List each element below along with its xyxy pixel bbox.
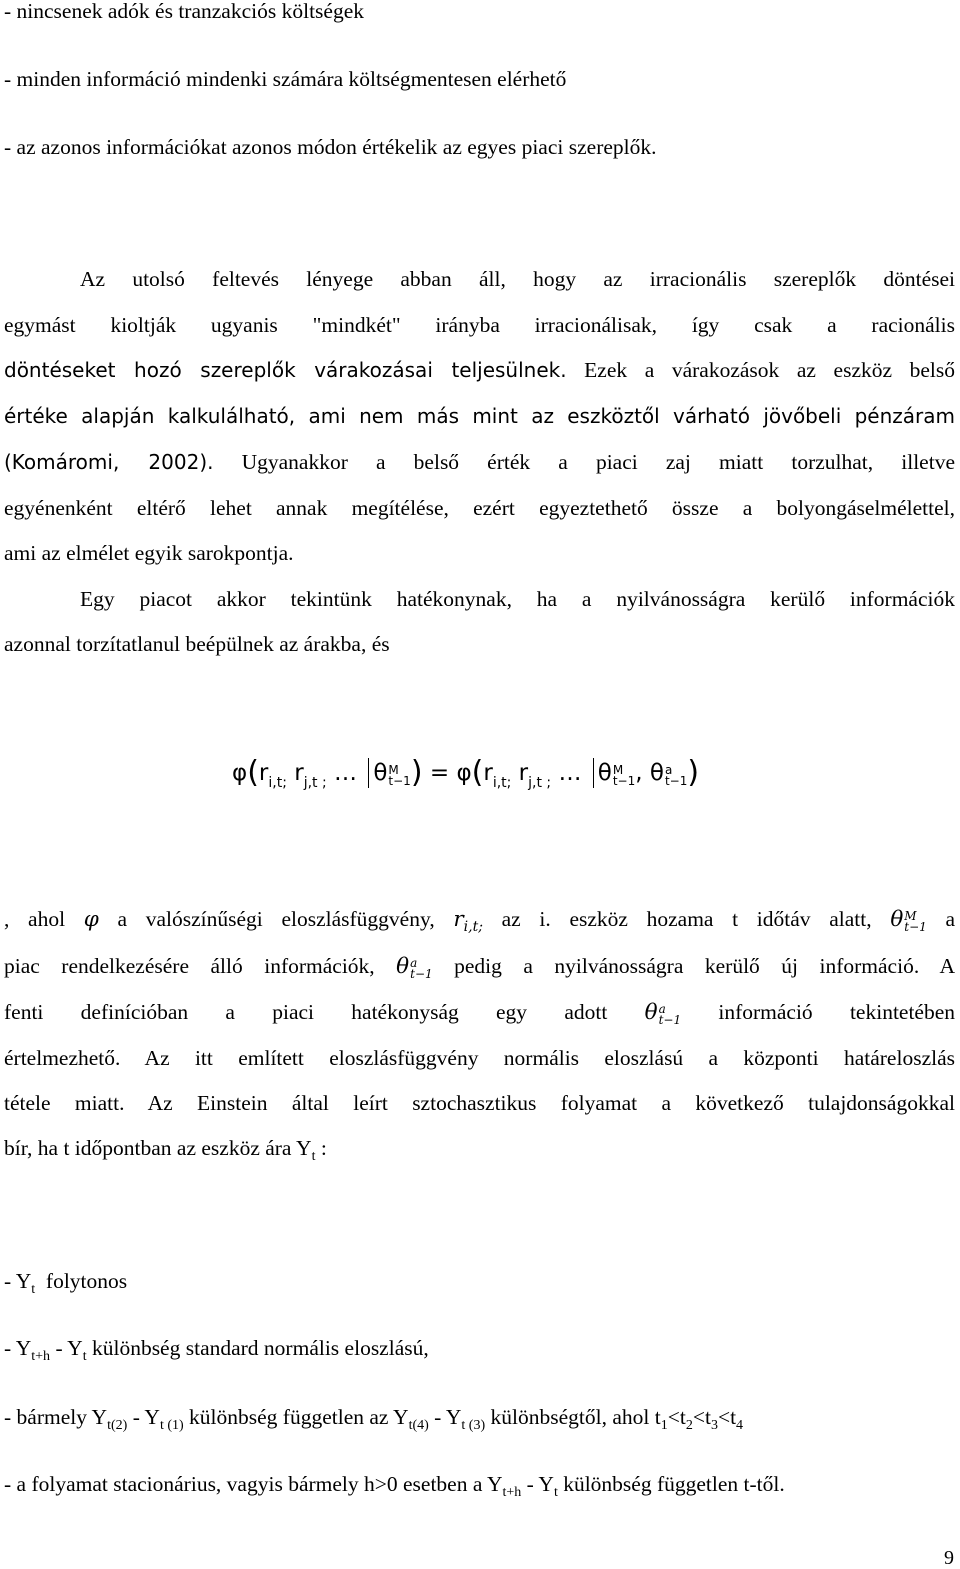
theta-symbol: θ	[644, 1000, 658, 1025]
paragraph-line	[4, 999, 955, 1026]
subscript: t	[553, 1485, 558, 1500]
superscript: a	[664, 763, 673, 777]
paragraph-line	[4, 449, 955, 475]
subscript: t (1)	[159, 1418, 184, 1433]
comma: ,	[635, 760, 643, 786]
subscript: t	[31, 1282, 36, 1297]
paragraph-line	[4, 1090, 955, 1116]
bullet-item	[4, 1268, 955, 1297]
r-symbol: r	[453, 907, 464, 932]
paragraph-line: azonnal torzítatlanul beépülnek az árakba, és	[4, 632, 390, 656]
paragraph-line	[4, 953, 955, 980]
bullet-item	[4, 1404, 955, 1433]
sub-sup	[613, 765, 635, 787]
sub-sup	[904, 911, 927, 933]
sub-sup	[410, 958, 433, 980]
subscript: i,t;	[492, 775, 512, 791]
text-span: , ahol	[4, 907, 66, 931]
bullet-item	[4, 1471, 955, 1500]
math-r	[453, 907, 483, 935]
page-number: 9	[944, 1547, 954, 1569]
text-span: különbség standard normális eloszlású,	[91, 1336, 429, 1360]
subscript: t(2)	[107, 1418, 128, 1433]
paragraph-line: Az utolsó feltevés lényege abban áll, hogy az irracionális szereplők döntései	[80, 267, 955, 291]
text-span: Az itt említett eloszlásfüggvény normális eloszlású a központi határeloszlás	[120, 1046, 955, 1070]
math-theta	[396, 954, 433, 981]
subscript: t−1	[904, 920, 927, 934]
ellipsis: …	[334, 760, 358, 786]
text-span: információ tekintetében	[718, 1000, 956, 1024]
subscript: t	[311, 1149, 316, 1164]
text-span: döntéseket hozó szereplők várakozásai teljesülnek.	[4, 358, 567, 382]
text-span: tétele miatt.	[4, 1091, 125, 1115]
text-span: - Y	[132, 1405, 160, 1429]
paragraph-line: Egy piacot akkor tekintünk hatékonynak, ha a nyilvánosságra kerülő információk	[80, 587, 955, 611]
ellipsis: …	[558, 760, 582, 786]
sub-sup	[388, 765, 410, 787]
text-span: különbségtől, ahol t	[490, 1405, 661, 1429]
subscript: t−1	[658, 1013, 682, 1027]
text-span: a	[945, 907, 956, 931]
bullet-item	[4, 1335, 955, 1364]
text-span: :	[315, 1136, 327, 1160]
sub-sup	[665, 765, 687, 787]
text-span: a valószínűségi eloszlásfüggvény,	[117, 907, 435, 931]
r-symbol: r	[258, 760, 269, 786]
bullet-item: - minden információ mindenki számára költségmentesen elérhető	[4, 67, 567, 91]
subscript: t−1	[388, 774, 411, 788]
text-span: értelmezhető.	[4, 1046, 121, 1070]
text-span: Az Einstein által leírt sztochasztikus folyamat a következő tulajdonságokkal	[124, 1091, 955, 1115]
paragraph-line	[4, 906, 955, 933]
paragraph-line	[4, 1135, 955, 1164]
subscript: 2	[685, 1418, 693, 1433]
theta-symbol: θ	[396, 954, 410, 979]
superscript: a	[410, 956, 418, 970]
theta-symbol: θ	[597, 760, 612, 786]
text-span: - a folyamat stacionárius, vagyis bármely h>0 esetben a Y	[4, 1472, 503, 1496]
paragraph-line	[4, 1045, 955, 1071]
text-span: - Y	[4, 1269, 32, 1293]
paragraph-line: ami az elmélet egyik sarokpontja.	[4, 541, 294, 565]
sub-sup	[659, 1004, 682, 1026]
subscript: 3	[710, 1418, 718, 1433]
text-span: piac rendelkezésére álló információk,	[4, 954, 375, 978]
subscript: t(4)	[408, 1418, 429, 1433]
subscript: j,t ;	[303, 775, 327, 791]
text-span: Ugyanakkor a belső érték a piaci zaj miatt torzulhat, illetve	[213, 450, 955, 474]
paragraph-line	[4, 357, 955, 383]
text-span: különbség független t-től.	[563, 1472, 785, 1496]
bullet-item: - az azonos információkat azonos módon értékelik az egyes piaci szereplők.	[4, 135, 657, 159]
text-span: <t	[717, 1405, 737, 1429]
subscript: t+h	[502, 1485, 522, 1500]
math-theta	[890, 907, 927, 934]
paragraph-line: értéke alapján kalkulálható, ami nem más mint az eszköztől várható jövőbeli pénzáram	[4, 404, 955, 428]
text-span: - Y	[526, 1472, 554, 1496]
paragraph-line: egyénenként eltérő lehet annak megítélése, ezért egyeztethető össze a bolyongáselmélettel,	[4, 496, 955, 520]
r-symbol: r	[294, 760, 304, 786]
text-span: - Y	[434, 1405, 462, 1429]
text-span: fenti definícióban a piaci hatékonyság egy adott	[4, 1000, 608, 1024]
superscript: a	[658, 1002, 666, 1016]
phi-symbol: φ	[456, 760, 472, 786]
subscript: 4	[736, 1418, 744, 1433]
subscript: t−1	[410, 967, 433, 981]
close-paren: )	[410, 755, 423, 790]
open-paren: (	[471, 755, 484, 790]
text-span: pedig a nyilvánosságra kerülő új információ. A	[454, 954, 956, 978]
text-span: - bármely Y	[4, 1405, 108, 1429]
text-span: <t	[692, 1405, 711, 1429]
theta-symbol: θ	[373, 760, 388, 786]
conditional-bar	[368, 758, 369, 788]
paragraph-line: egymást kioltják ugyanis "mindkét" irányba irracionálisak, így csak a racionális	[4, 313, 955, 337]
theta-symbol: θ	[890, 907, 904, 932]
subscript: 1	[660, 1418, 668, 1433]
math-theta	[644, 1000, 682, 1027]
subscript: t−1	[612, 774, 636, 788]
superscript: M	[388, 763, 399, 777]
conditional-bar	[593, 758, 594, 788]
theta-symbol: θ	[649, 760, 664, 786]
text-span: <t	[667, 1405, 686, 1429]
phi-symbol: φ	[232, 760, 248, 786]
subscript: t	[82, 1349, 87, 1364]
r-symbol: r	[483, 760, 493, 786]
subscript: i,t;	[268, 775, 287, 791]
r-symbol: r	[518, 760, 529, 786]
subscript: t (3)	[461, 1418, 486, 1433]
text-span: - Y	[4, 1336, 32, 1360]
superscript: M	[904, 909, 917, 923]
open-paren: (	[247, 755, 259, 790]
text-span: Ezek a várakozások az eszköz belső	[566, 358, 955, 382]
subscript: t−1	[664, 774, 688, 788]
phi-symbol: φ	[83, 907, 99, 932]
efficiency-formula	[232, 756, 752, 800]
text-span: folytonos	[45, 1269, 128, 1293]
text-span: - Y	[55, 1336, 83, 1360]
text-span: különbség független az Y	[189, 1405, 409, 1429]
superscript: M	[612, 763, 624, 777]
text-span: az i. eszköz hozama t időtáv alatt,	[501, 907, 872, 931]
bullet-item: - nincsenek adók és tranzakciós költségek	[4, 0, 364, 23]
close-paren: )	[687, 755, 700, 790]
text-span: bír, ha t időpontban az eszköz ára Y	[4, 1136, 312, 1160]
subscript: j,t ;	[528, 775, 552, 791]
subscript: t+h	[31, 1349, 51, 1364]
text-span: (Komáromi, 2002).	[4, 450, 214, 474]
equals-sign: =	[429, 760, 450, 786]
subscript: i,t;	[463, 919, 483, 935]
